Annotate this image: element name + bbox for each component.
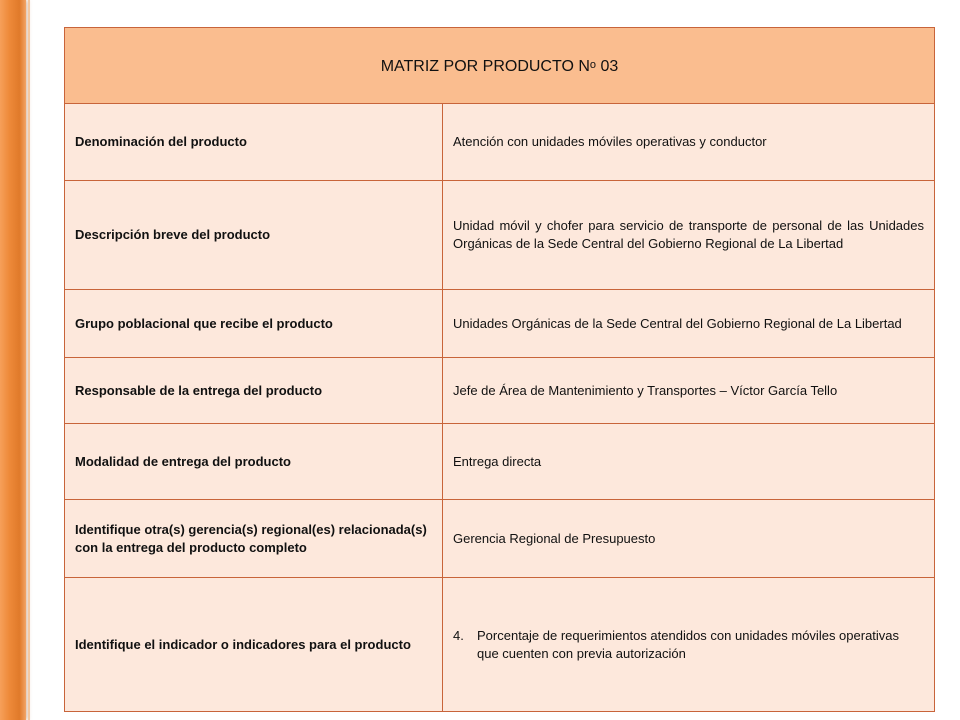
table-row (65, 104, 935, 181)
row-value: Unidades Orgánicas de la Sede Central del Gobierno Regional de La Libertad (443, 290, 935, 358)
row-value: Unidad móvil y chofer para servicio de transporte de personal de las Unidades Orgánicas de la Sede Central del Gobierno Regional de La Libertad (443, 181, 935, 290)
row-label: Identifique el indicador o indicadores para el producto (65, 578, 443, 712)
table-row (65, 181, 935, 290)
indicator-list-item (453, 627, 924, 663)
matrix-title-superscript: o (589, 58, 597, 71)
side-bar-divider (28, 0, 30, 720)
row-label: Responsable de la entrega del producto (65, 358, 443, 424)
table-row (65, 358, 935, 424)
product-matrix-table (64, 27, 935, 712)
row-label: Grupo poblacional que recibe el producto (65, 290, 443, 358)
indicator-text: Porcentaje de requerimientos atendidos con unidades móviles operativas que cuenten con previa autorización (477, 627, 900, 661)
matrix-title-text: MATRIZ POR PRODUCTO N (380, 57, 590, 75)
table-row (65, 424, 935, 500)
row-value: Gerencia Regional de Presupuesto (443, 500, 935, 578)
row-value: Atención con unidades móviles operativas y conductor (443, 104, 935, 181)
row-label: Identifique otra(s) gerencia(s) regional(es) relacionada(s) con la entrega del producto completo (65, 500, 443, 578)
indicator-cell (443, 578, 935, 712)
row-label: Modalidad de entrega del producto (65, 424, 443, 500)
decorative-side-bar (0, 0, 26, 720)
matrix-title (65, 28, 935, 104)
table-row (65, 290, 935, 358)
table-row (65, 578, 935, 712)
matrix-title-number: 03 (600, 57, 619, 75)
row-label: Denominación del producto (65, 104, 443, 181)
table-header-row (65, 28, 935, 104)
indicator-number: 4. (453, 627, 464, 643)
table-row (65, 500, 935, 578)
row-label: Descripción breve del producto (65, 181, 443, 290)
row-value: Entrega directa (443, 424, 935, 500)
row-value: Jefe de Área de Mantenimiento y Transportes – Víctor García Tello (443, 358, 935, 424)
